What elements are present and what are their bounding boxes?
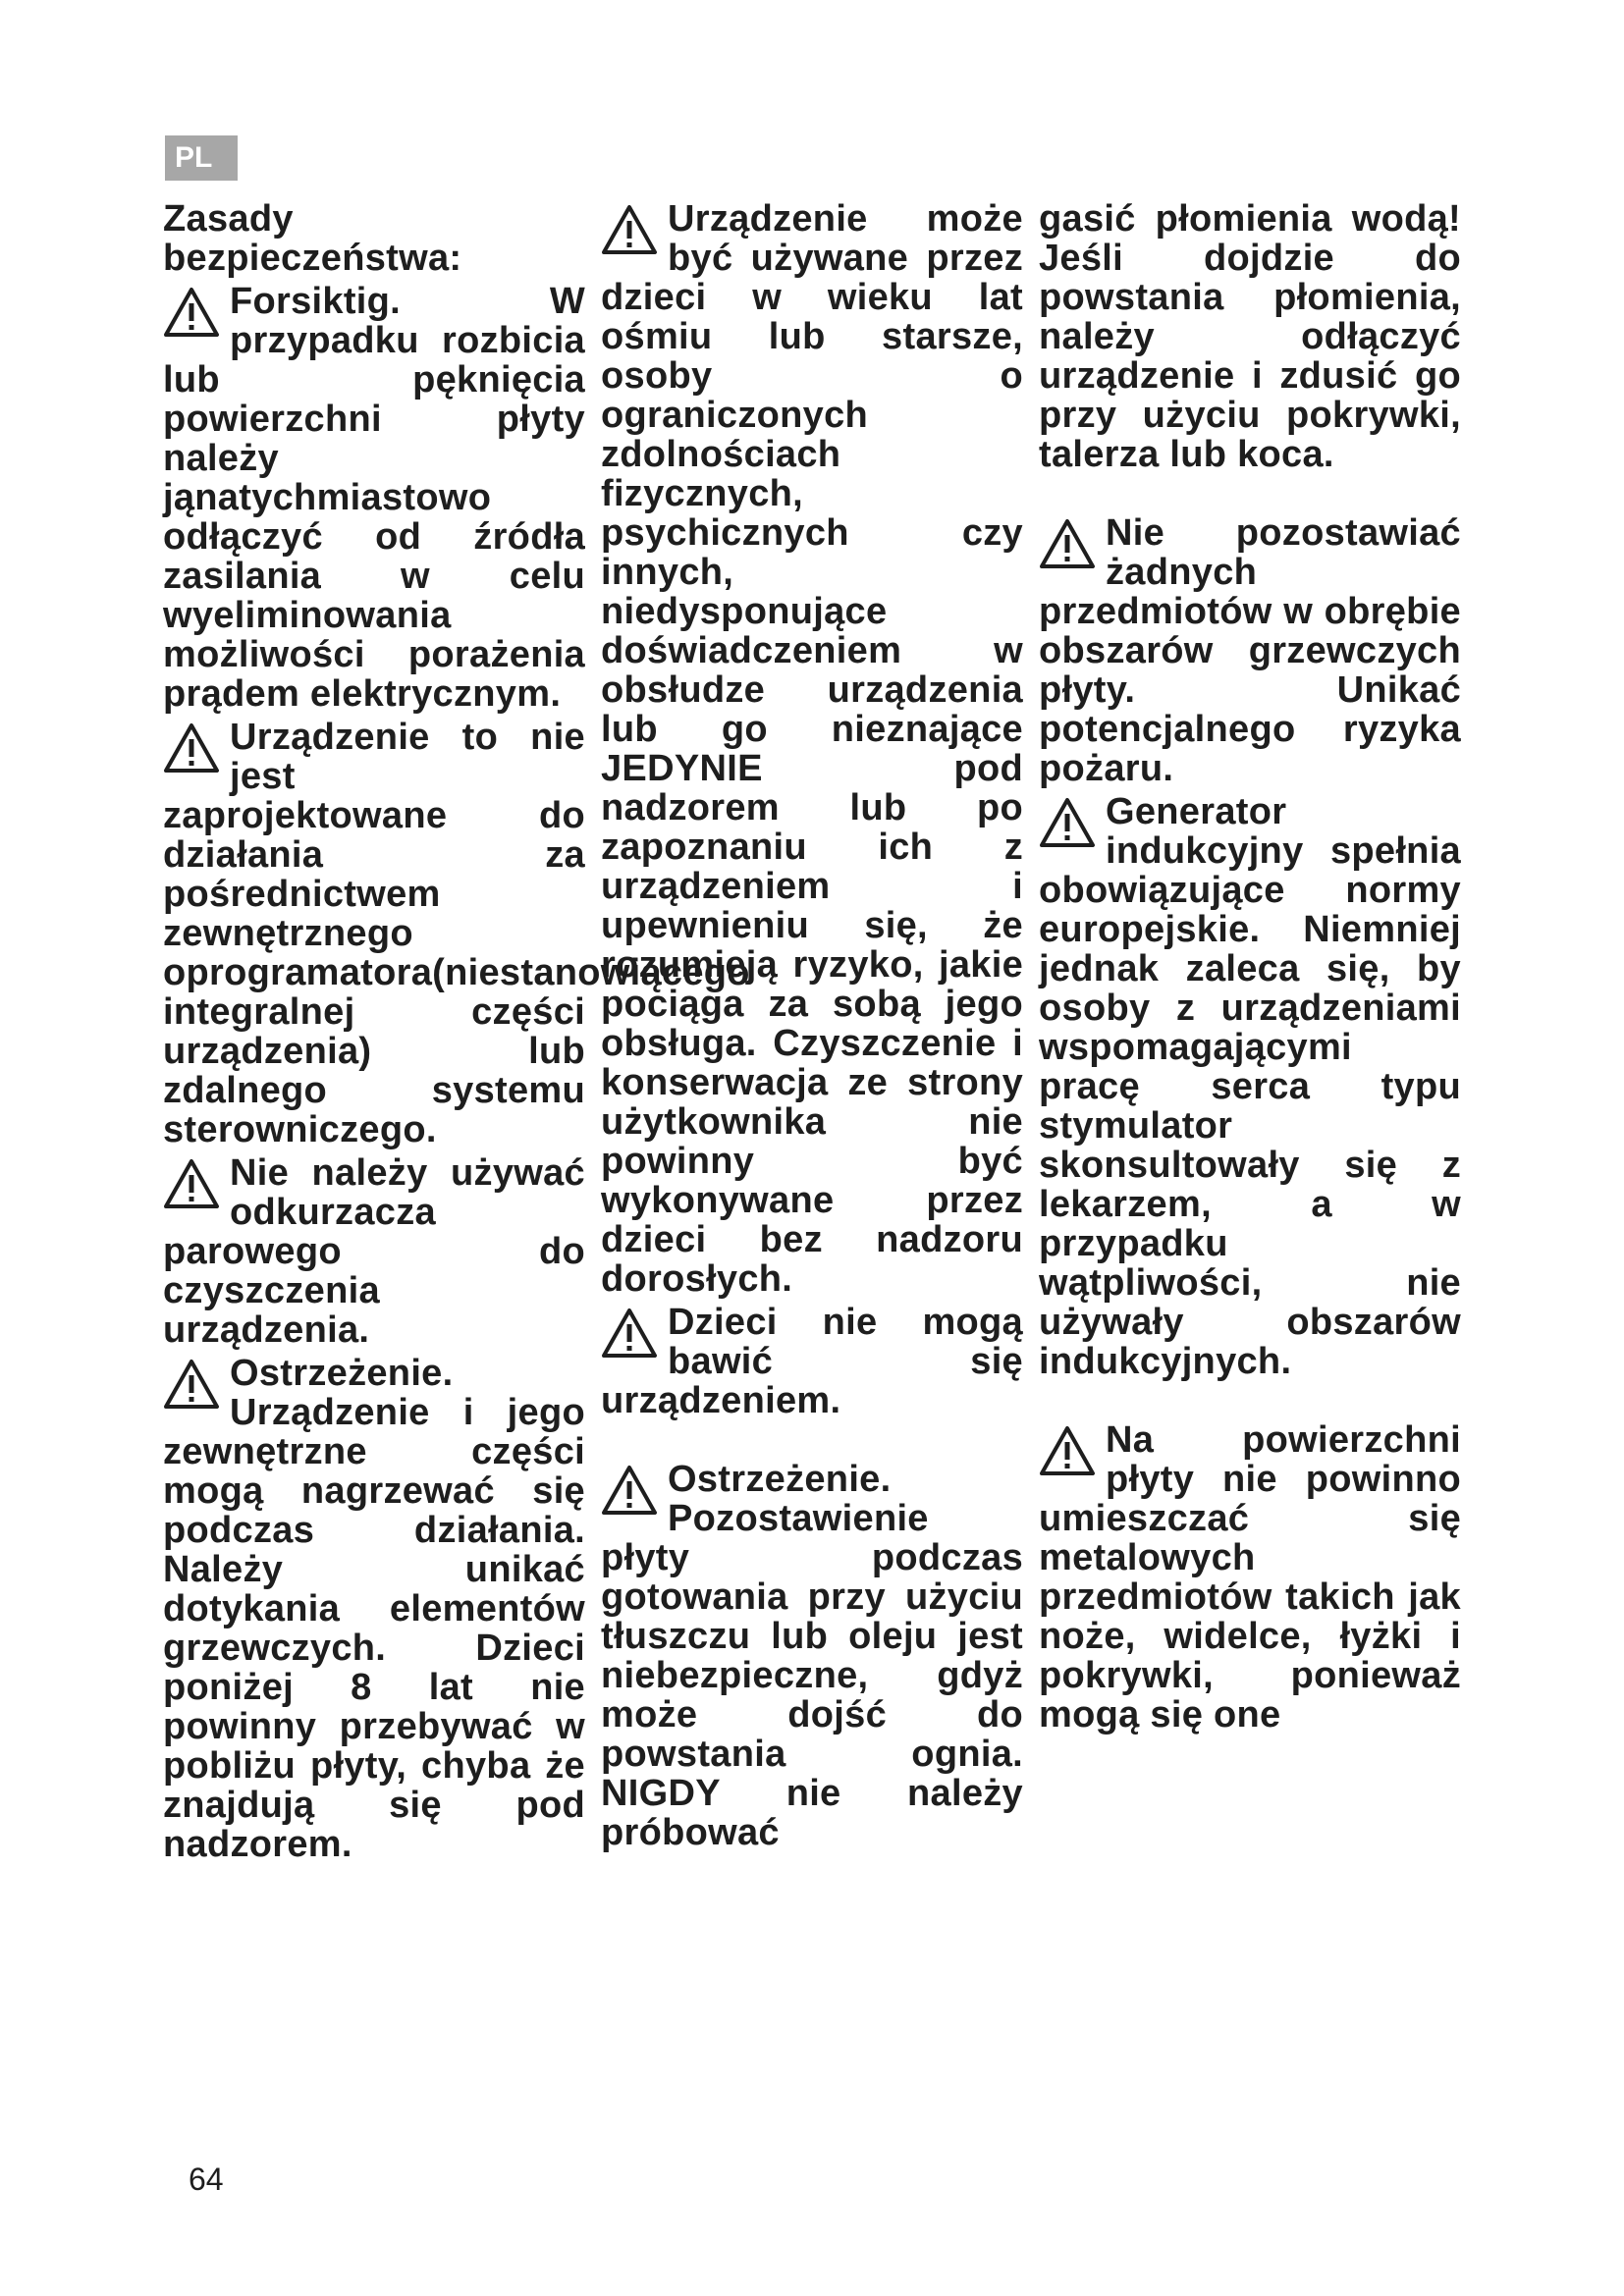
warning-paragraph: Nie należy używać odkurzacza parowego do czyszczenia urządzenia.: [163, 1152, 585, 1351]
continued-paragraph: gasić płomienia wodą! Jeśli dojdzie do powstania płomienia, należy odłączyć urządzenie i zdusić go przy użyciu pokrywki, talerza lub koca.: [1039, 198, 1461, 475]
warning-paragraph: Urządzenie może być używane przez dzieci w wieku lat ośmiu lub starsze, osoby o ograniczonych zdolnościach fizycznych, psychicznych czy innych, niedysponujące doświadczeniem w obsłudze urządzenia lub go nieznające JEDYNIE pod nadzorem lub po zapoznaniu ich z urządzeniem i upewnieniu się, że rozumieją ryzyko, jakie pociąga za sobą jego obsługa. Czyszczenie i konserwacja ze strony użytkownika nie powinny być wykonywane przez dzieci bez nadzoru dorosłych.: [601, 198, 1023, 1300]
warning-triangle-icon: [601, 203, 658, 256]
warning-paragraph: Na powierzchni płyty nie powinno umieszczać się metalowych przedmiotów takich jak noże, widelce, łyżki i pokrywki, ponieważ mogą się one: [1039, 1419, 1461, 1735]
warning-paragraph: Forsiktig. W przypadku rozbicia lub pęknięcia powierzchni płyty należy jąnatychmiastowo odłączyć od źródła zasilania w celu wyeliminowania możliwości porażenia prądem elektrycznym.: [163, 281, 585, 715]
warning-paragraph: Urządzenie to nie jest zaprojektowane do działania za pośrednictwem zewnętrznego oprogramatora(niestanowiącego integralnej części urządzenia) lub zdalnego systemu sterowniczego.: [163, 717, 750, 1150]
warning-triangle-icon: [163, 1157, 220, 1210]
warning-triangle-icon: [1039, 1424, 1096, 1477]
warning-paragraph: Ostrzeżenie. Urządzenie i jego zewnętrzne części mogą nagrzewać się podczas działania. Należy unikać dotykania elementów grzewczych. Dzieci poniżej 8 lat nie powinny przebywać w pobliżu płyty, chyba że znajdują się pod nadzorem.: [163, 1353, 585, 1865]
warning-triangle-icon: [601, 1307, 658, 1360]
safety-heading: Zasady bezpieczeństwa:: [163, 198, 462, 279]
language-code: PL: [175, 141, 213, 174]
column-middle: [601, 199, 1023, 1852]
page-number: 64: [189, 2162, 224, 2197]
language-badge: [165, 135, 238, 181]
warning-paragraph: Nie pozostawiać żadnych przedmiotów w obrębie obszarów grzewczych płyty. Unikać potencjalnego ryzyka pożaru.: [1039, 512, 1461, 789]
warning-paragraph: Generator indukcyjny spełnia obowiązujące normy europejskie. Niemniej jednak zaleca się, by osoby z urządzeniami wspomagającymi pracę serca typu stymulator skonsultowały się z lekarzem, a w przypadku wątpliwości, nie używały obszarów indukcyjnych.: [1039, 791, 1461, 1382]
column-right: [1039, 199, 1461, 1735]
warning-triangle-icon: [601, 1464, 658, 1517]
warning-triangle-icon: [163, 286, 220, 339]
warning-paragraph: Ostrzeżenie. Pozostawienie płyty podczas gotowania przy użyciu tłuszczu lub oleju jest niebezpieczne, gdyż może dojść do powstania ognia. NIGDY nie należy próbować: [601, 1459, 1023, 1853]
column-left: [163, 198, 750, 1865]
warning-triangle-icon: [1039, 517, 1096, 570]
warning-triangle-icon: [163, 1358, 220, 1411]
warning-triangle-icon: [163, 721, 220, 774]
warning-paragraph: Dzieci nie mogą bawić się urządzeniem.: [601, 1302, 1023, 1421]
warning-triangle-icon: [1039, 796, 1096, 849]
